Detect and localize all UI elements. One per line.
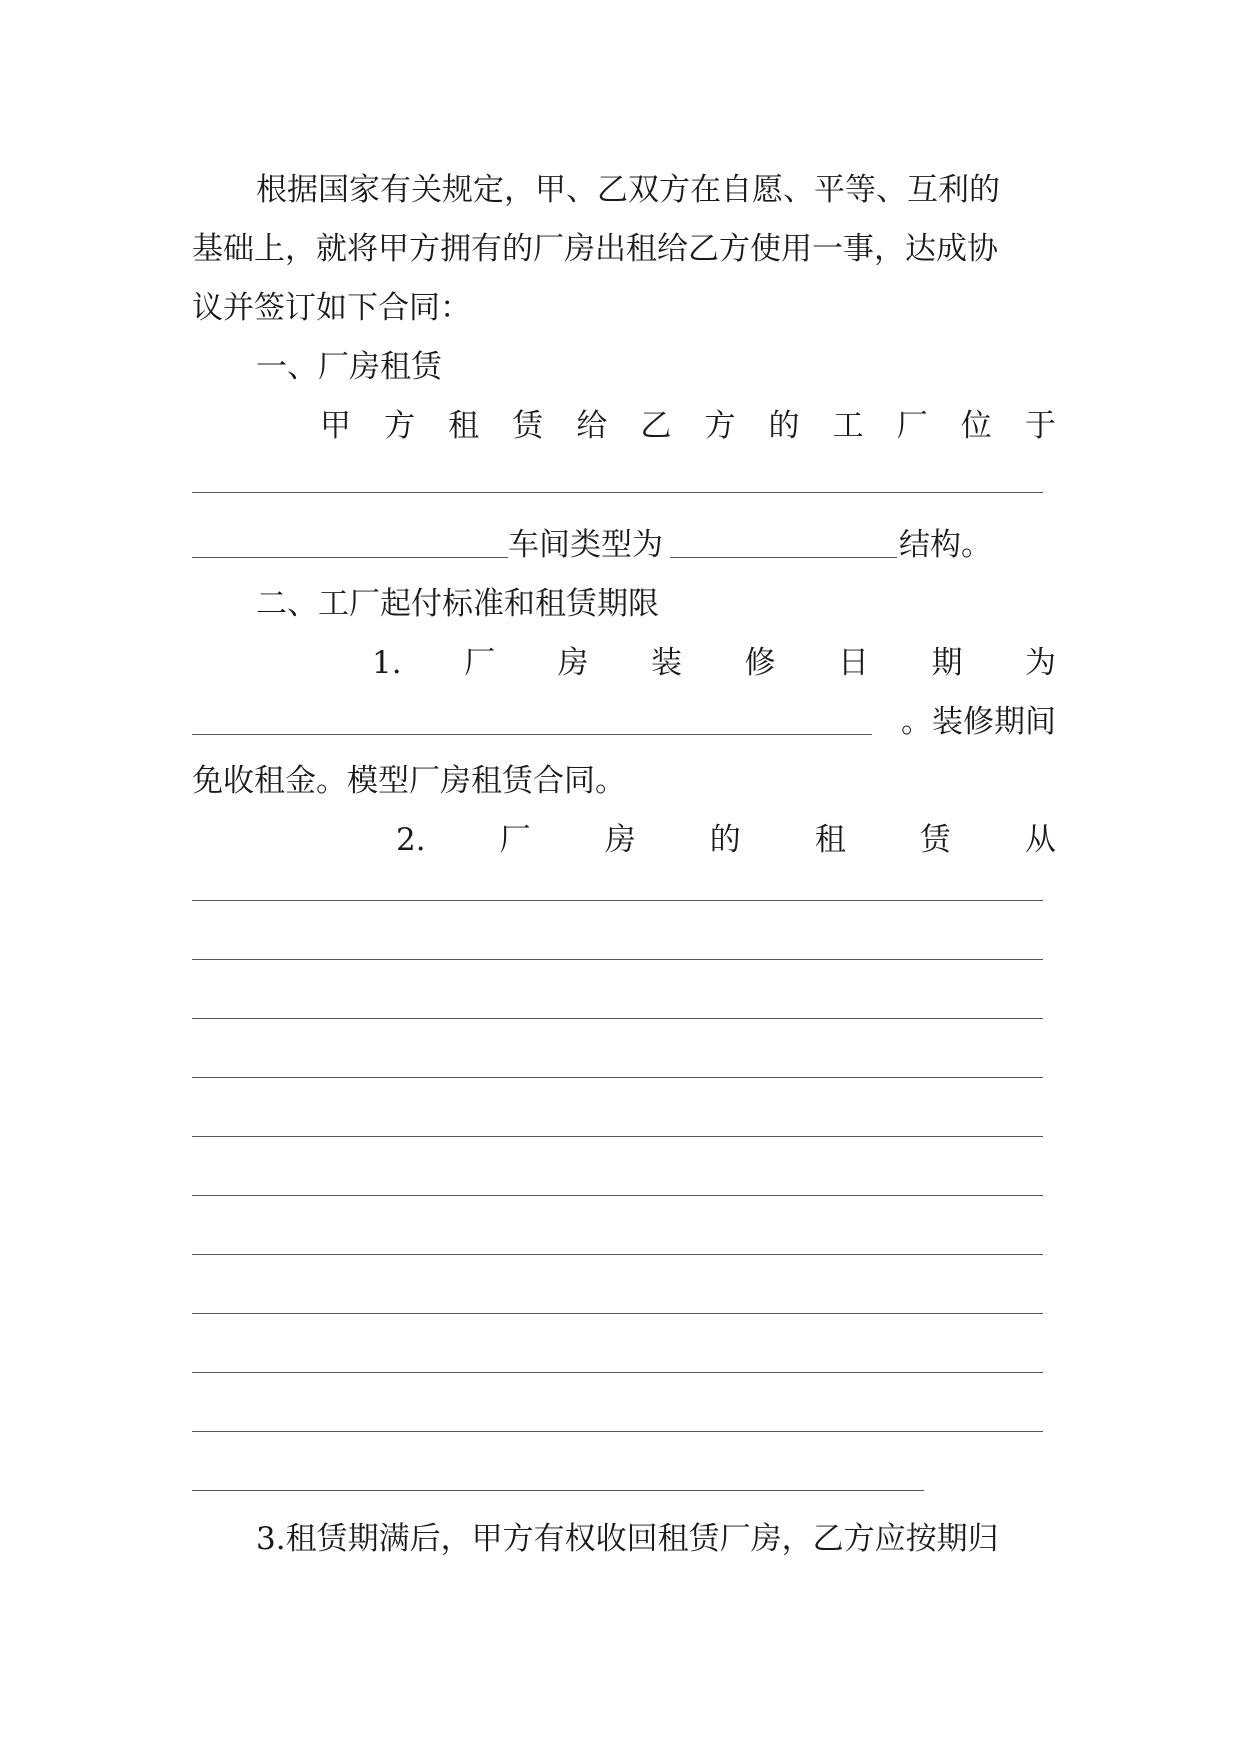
s1-char: 赁	[512, 408, 544, 444]
item1-char: 装	[651, 645, 683, 681]
fill-in-blank-line	[192, 959, 1043, 960]
section-2-heading	[192, 574, 1056, 634]
item1-char: 为	[1024, 645, 1056, 681]
fill-in-blank-line	[192, 1077, 1043, 1078]
s1-char: 甲	[320, 408, 351, 444]
item2-char: 赁	[919, 822, 951, 858]
s1-char: 租	[448, 408, 480, 444]
item-1-free-rent-text: 免收租金。模型厂房租赁合同。	[192, 763, 626, 799]
item2-char: 房	[604, 822, 636, 858]
s1-char: 方	[384, 408, 416, 444]
item-1-line	[372, 633, 1056, 693]
s1-char: 于	[1024, 408, 1056, 444]
fill-in-blank-line	[192, 492, 1043, 493]
item2-char: 厂	[499, 822, 531, 858]
intro-paragraph-line-2	[192, 219, 1056, 279]
s1-char: 位	[960, 408, 992, 444]
s1-char: 给	[576, 408, 608, 444]
s1-char: 的	[768, 408, 800, 444]
intro-paragraph-line-1	[192, 160, 1056, 220]
item2-char: 的	[709, 822, 741, 858]
item1-char: 房	[557, 645, 589, 681]
fill-in-blank-line	[192, 1372, 1043, 1373]
section-1-heading	[192, 337, 1056, 397]
fill-in-blank-line	[192, 1431, 1043, 1432]
item2-char: 租	[814, 822, 846, 858]
item-1-tail-text: 。装修期间	[901, 704, 1056, 740]
intro-text-2: 基础上，就将甲方拥有的厂房出租给乙方使用一事，达成协	[192, 231, 998, 267]
item2-char: 2.	[396, 822, 426, 858]
item-1-line-3	[192, 751, 1056, 811]
item1-char: 期	[931, 645, 963, 681]
section-2-title: 二、工厂起付标准和租赁期限	[256, 586, 659, 622]
item-1-date-line	[192, 692, 1056, 752]
item1-char: 厂	[464, 645, 496, 681]
intro-text-1: 根据国家有关规定，甲、乙双方在自愿、平等、互利的	[256, 172, 1000, 208]
intro-paragraph-line-3	[192, 278, 1056, 338]
fill-in-blank-line	[192, 1490, 924, 1491]
section-1-location-line	[320, 396, 1056, 456]
fill-in-blank-line	[192, 1254, 1043, 1255]
s1-char: 工	[832, 408, 864, 444]
fill-in-blank	[670, 557, 897, 558]
section-1-workshop-line	[192, 515, 1056, 575]
fill-in-blank-line	[192, 1018, 1043, 1019]
s1-char: 厂	[896, 408, 928, 444]
fill-in-blank	[192, 734, 872, 735]
item1-char: 日	[838, 645, 869, 681]
intro-text-3: 议并签订如下合同：	[192, 290, 471, 326]
section-1-title: 一、厂房租赁	[256, 349, 442, 385]
item1-char: 修	[744, 645, 776, 681]
item-3-line	[192, 1509, 1056, 1569]
structure-label: 结构。	[899, 527, 992, 563]
workshop-type-label: 车间类型为	[508, 527, 663, 563]
fill-in-blank-line	[192, 900, 1043, 901]
fill-in-blank	[192, 557, 508, 558]
fill-in-blank-line	[192, 1313, 1043, 1314]
item-2-line	[396, 810, 1056, 870]
s1-char: 方	[704, 408, 736, 444]
s1-char: 乙	[640, 408, 672, 444]
fill-in-blank-line	[192, 1136, 1043, 1137]
fill-in-blank-line	[192, 1195, 1043, 1196]
item-3-text: 3.租赁期满后，甲方有权收回租赁厂房，乙方应按期归	[256, 1521, 999, 1557]
item2-char: 从	[1024, 822, 1056, 858]
item1-char: 1.	[372, 645, 402, 681]
